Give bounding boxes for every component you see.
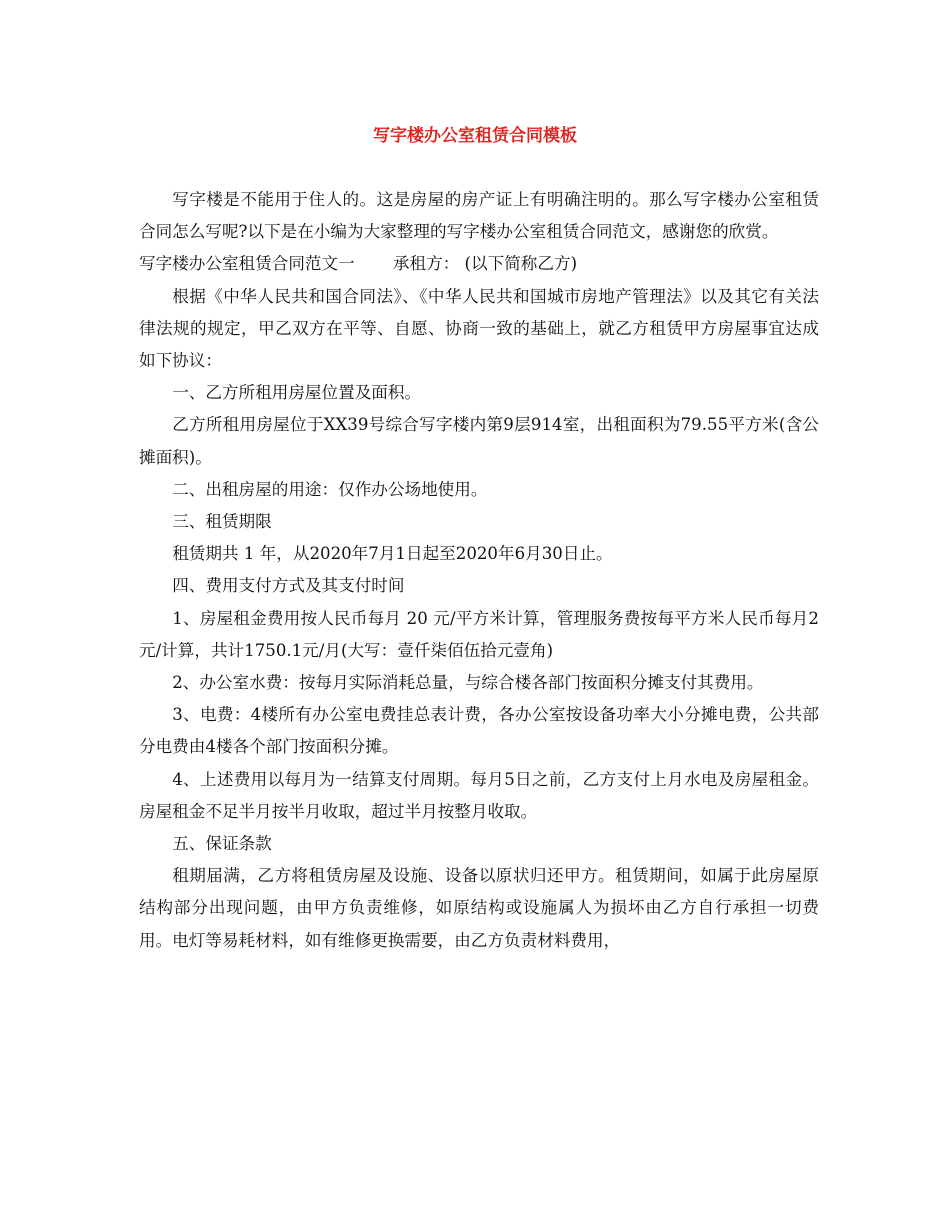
intro-paragraph: 写字楼是不能用于住人的。这是房屋的房产证上有明确注明的。那么写字楼办公室租赁合同怎么写呢?以下是在小编为大家整理的写字楼办公室租赁合同范文，感谢您的欣赏。 — [139, 190, 819, 242]
section-heading-payment: 四、费用支付方式及其支付时间 — [172, 576, 405, 596]
paragraph-legal-basis: 根据《中华人民共和国合同法》、《中华人民共和国城市房地产管理法》以及其它有关法律法规的规定，甲乙双方在平等、自愿、协商一致的基础上，就乙方租赁甲方房屋事宜达成如下协议： — [139, 286, 819, 371]
paragraph-guarantee: 租期届满，乙方将租赁房屋及设施、设备以原状归还甲方。租赁期间，如属于此房屋原结构部分出现问题，由甲方负责维修，如原结构或设施属人为损坏由乙方自行承担一切费用。电灯等易耗材料，如有维修更换需要，由乙方负责材料费用， — [139, 866, 819, 950]
sample-heading: 写字楼办公室租赁合同范文一 — [139, 254, 355, 274]
section-heading-usage: 二、出租房屋的用途：仅作办公场地使用。 — [172, 479, 488, 499]
document-body — [139, 184, 819, 957]
section-heading-term: 三、租赁期限 — [172, 512, 272, 532]
paragraph-electricity: 3、电费：4楼所有办公室电费挂总表计费，各办公室按设备功率大小分摊电费，公共部分电费由4楼各个部门按面积分摊。 — [139, 705, 819, 757]
paragraph-settlement: 4、上述费用以每月为一结算支付周期。每月5日之前，乙方支付上月水电及房屋租金。房屋租金不足半月按半月收取，超过半月按整月收取。 — [139, 769, 819, 821]
sample-heading-line — [139, 248, 819, 280]
document-title: 写字楼办公室租赁合同模板 — [373, 126, 577, 146]
paragraph-location: 乙方所租用房屋位于XX39号综合写字楼内第9层914室，出租面积为79.55平方米(含公摊面积)。 — [139, 415, 819, 467]
paragraph-water: 2、办公室水费：按每月实际消耗总量，与综合楼各部门按面积分摊支付其费用。 — [172, 673, 764, 693]
section-heading-guarantee: 五、保证条款 — [172, 834, 272, 854]
lessee-line: 承租方： (以下简称乙方) — [392, 254, 578, 274]
paragraph-term: 租赁期共 1 年，从2020年7月1日起至2020年6月30日止。 — [172, 544, 613, 564]
paragraph-rent: 1、房屋租金费用按人民币每月 20 元/平方米计算，管理服务费按每平方米人民币每月2元/计算，共计1750.1元/月(大写：壹仟柒佰伍拾元壹角) — [139, 608, 819, 660]
section-heading-location: 一、乙方所租用房屋位置及面积。 — [172, 383, 422, 403]
